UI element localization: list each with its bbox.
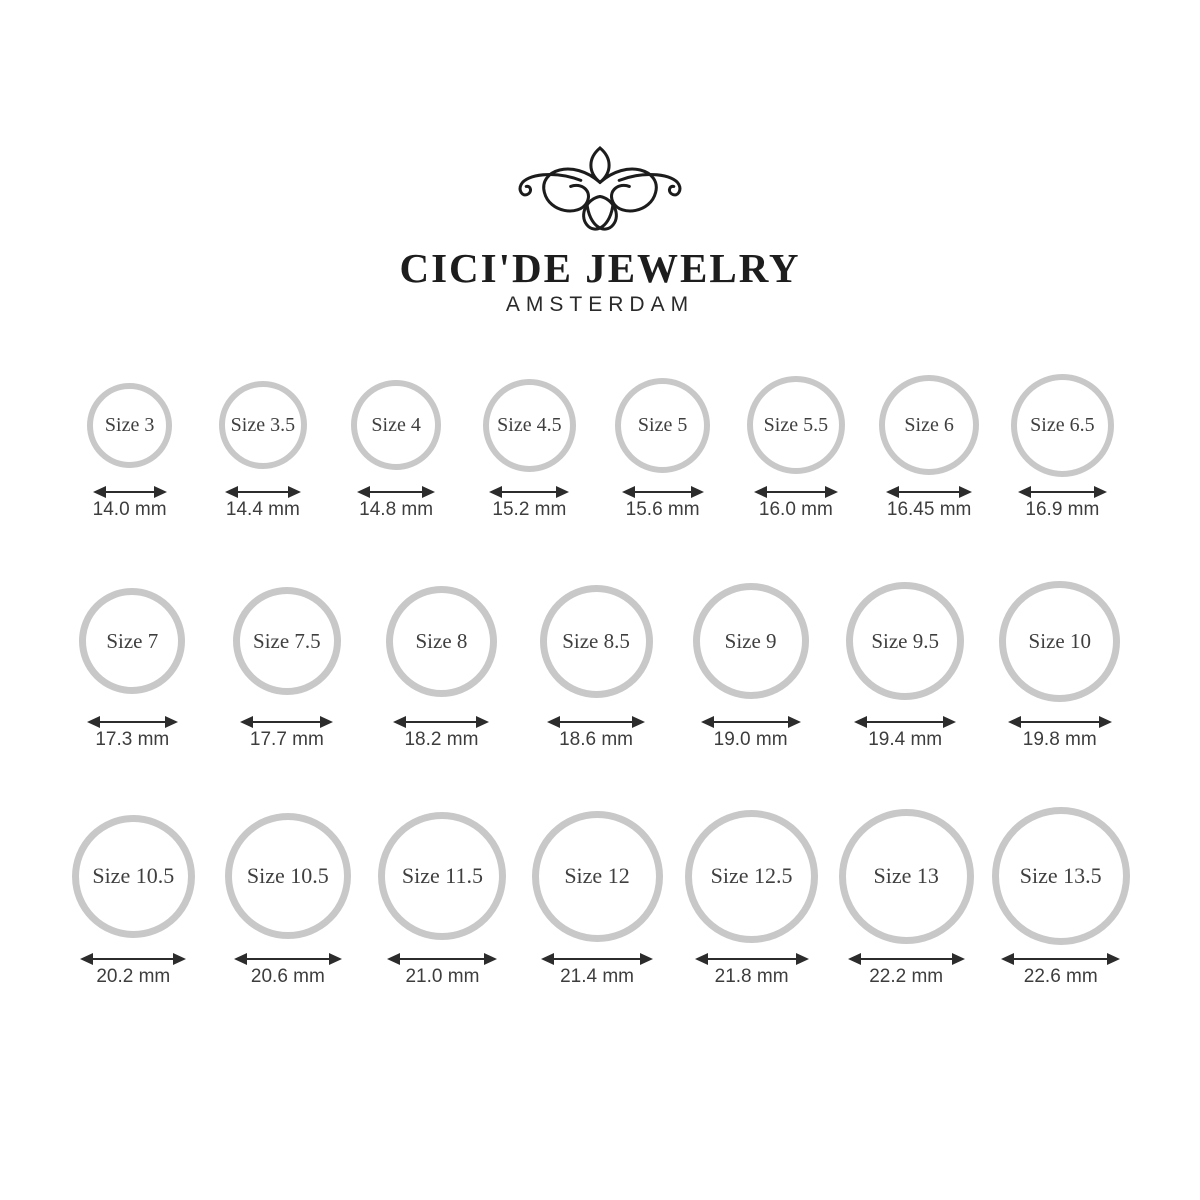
diameter-arrow-icon xyxy=(854,716,956,728)
ring-circle xyxy=(79,588,185,694)
diameter-label: 14.0 mm xyxy=(92,499,167,520)
ring-area xyxy=(693,578,809,704)
arrow-right-head xyxy=(173,953,186,965)
ring-row-3 xyxy=(56,805,1138,988)
brand-subtitle: AMSTERDAM xyxy=(505,293,695,316)
arrow-right-head xyxy=(952,953,965,965)
ring-cell xyxy=(596,372,729,521)
diameter-label: 18.2 mm xyxy=(404,729,479,750)
diameter-arrow-icon xyxy=(357,486,435,498)
ring-row-2 xyxy=(55,578,1137,751)
ring-area xyxy=(72,805,195,947)
ring-size-label: Size 3.5 xyxy=(230,413,296,436)
ring-circle xyxy=(879,375,979,475)
diameter-arrow-icon xyxy=(87,716,178,728)
ring-circle xyxy=(233,587,341,695)
diameter-arrow-icon xyxy=(393,716,489,728)
arrow-shaft xyxy=(390,958,494,960)
ring-cell xyxy=(210,578,365,751)
arrow-shaft xyxy=(857,721,953,723)
ring-size-label: Size 5.5 xyxy=(763,413,829,436)
ring-cell xyxy=(729,372,862,521)
ring-area xyxy=(532,805,663,947)
arrow-shaft xyxy=(757,491,835,493)
ring-circle xyxy=(992,807,1130,945)
arrow-shaft xyxy=(1004,958,1117,960)
ring-circle xyxy=(225,813,351,939)
calligraphic-flourish-icon xyxy=(514,146,686,240)
ring-cell xyxy=(519,578,674,751)
ring-area xyxy=(846,578,964,704)
ring-size-label: Size 12.5 xyxy=(710,863,793,888)
diameter-label: 19.0 mm xyxy=(713,729,788,750)
diameter-arrow-icon xyxy=(701,716,801,728)
ring-circle xyxy=(693,583,809,699)
ring-cell xyxy=(330,372,463,521)
ring-area xyxy=(615,372,710,478)
ring-circle xyxy=(747,376,845,474)
diameter-label: 14.4 mm xyxy=(225,499,300,520)
ring-cell xyxy=(982,578,1137,751)
ring-size-label: Size 6.5 xyxy=(1030,413,1095,436)
ring-size-label: Size 9 xyxy=(724,628,777,653)
ring-area xyxy=(87,372,172,478)
arrow-right-head xyxy=(632,716,645,728)
ring-circle xyxy=(386,586,497,697)
arrow-shaft xyxy=(625,491,701,493)
diameter-label: 15.6 mm xyxy=(625,499,700,520)
ring-area xyxy=(79,578,185,704)
ring-circle xyxy=(72,815,195,938)
diameter-label: 19.8 mm xyxy=(1022,729,1097,750)
diameter-arrow-icon xyxy=(848,953,965,965)
diameter-arrow-icon xyxy=(80,953,186,965)
diameter-label: 18.6 mm xyxy=(559,729,633,750)
ring-circle xyxy=(540,585,653,698)
ring-size-label: Size 4 xyxy=(371,413,421,436)
ring-circle xyxy=(351,380,441,470)
ring-cell xyxy=(365,805,520,988)
ring-size-label: Size 10.5 xyxy=(246,863,329,888)
ring-circle xyxy=(219,381,307,469)
diameter-label: 16.9 mm xyxy=(1025,499,1100,520)
arrow-shaft xyxy=(889,491,969,493)
ring-area xyxy=(225,805,351,947)
ring-cell xyxy=(674,805,829,988)
ring-size-label: Size 10 xyxy=(1028,628,1091,653)
arrow-shaft xyxy=(704,721,798,723)
diameter-arrow-icon xyxy=(240,716,333,728)
arrow-right-head xyxy=(476,716,489,728)
arrow-shaft xyxy=(492,491,566,493)
diameter-label: 22.6 mm xyxy=(1023,966,1098,987)
diameter-arrow-icon xyxy=(225,486,301,498)
ring-area xyxy=(685,805,818,947)
ring-cell xyxy=(996,372,1129,521)
ring-cell xyxy=(673,578,828,751)
diameter-label: 19.4 mm xyxy=(868,729,943,750)
diameter-arrow-icon xyxy=(541,953,653,965)
ring-cell xyxy=(829,805,984,988)
ring-area xyxy=(540,578,653,704)
ring-size-label: Size 13.5 xyxy=(1019,863,1102,888)
arrow-right-head xyxy=(484,953,497,965)
diameter-label: 21.0 mm xyxy=(405,966,480,987)
diameter-arrow-icon xyxy=(1008,716,1112,728)
arrow-right-head xyxy=(796,953,809,965)
arrow-right-head xyxy=(640,953,653,965)
ring-size-label: Size 12 xyxy=(564,863,630,888)
ring-cell xyxy=(463,372,596,521)
diameter-label: 17.7 mm xyxy=(249,729,324,750)
arrow-right-head xyxy=(691,486,704,498)
ring-circle xyxy=(615,378,710,473)
ring-size-label: Size 9.5 xyxy=(871,628,939,653)
ring-size-label: Size 11.5 xyxy=(401,863,483,888)
ring-area xyxy=(233,578,341,704)
arrow-right-head xyxy=(1099,716,1112,728)
ring-area xyxy=(839,805,974,947)
arrow-shaft xyxy=(237,958,339,960)
diameter-label: 22.2 mm xyxy=(869,966,944,987)
ring-area xyxy=(483,372,576,478)
diameter-arrow-icon xyxy=(489,486,569,498)
ring-area xyxy=(747,372,845,478)
ring-area xyxy=(386,578,497,704)
ring-circle xyxy=(1011,374,1114,477)
arrow-right-head xyxy=(943,716,956,728)
ring-area xyxy=(879,372,979,478)
arrow-shaft xyxy=(90,721,175,723)
ring-size-label: Size 8 xyxy=(415,628,468,653)
ring-size-label: Size 7 xyxy=(106,628,159,653)
diameter-arrow-icon xyxy=(754,486,838,498)
arrow-right-head xyxy=(329,953,342,965)
ring-circle xyxy=(846,582,964,700)
brand-header xyxy=(0,146,1200,317)
diameter-arrow-icon xyxy=(547,716,645,728)
diameter-arrow-icon xyxy=(886,486,972,498)
diameter-arrow-icon xyxy=(1001,953,1120,965)
ring-area xyxy=(219,372,307,478)
diameter-label: 20.6 mm xyxy=(250,966,325,987)
ring-size-label: Size 8.5 xyxy=(562,628,630,653)
ring-size-label: Size 3 xyxy=(104,413,155,436)
ring-cell xyxy=(863,372,996,521)
arrow-shaft xyxy=(544,958,650,960)
ring-row-1 xyxy=(63,372,1129,521)
ring-size-label: Size 5 xyxy=(637,413,688,436)
arrow-shaft xyxy=(550,721,642,723)
arrow-shaft xyxy=(243,721,330,723)
diameter-label: 20.2 mm xyxy=(96,966,171,987)
arrow-shaft xyxy=(396,721,486,723)
arrow-right-head xyxy=(788,716,801,728)
ring-circle xyxy=(999,581,1120,702)
arrow-right-head xyxy=(825,486,838,498)
ring-circle xyxy=(839,809,974,944)
ring-circle xyxy=(87,383,172,468)
diameter-arrow-icon xyxy=(695,953,809,965)
ring-size-label: Size 10.5 xyxy=(92,863,175,888)
arrow-right-head xyxy=(320,716,333,728)
arrow-right-head xyxy=(1094,486,1107,498)
ring-circle xyxy=(532,811,663,942)
arrow-shaft xyxy=(698,958,806,960)
ring-circle xyxy=(685,810,818,943)
ring-size-label: Size 6 xyxy=(904,413,954,436)
arrow-right-head xyxy=(422,486,435,498)
diameter-label: 17.3 mm xyxy=(95,729,170,750)
arrow-right-head xyxy=(959,486,972,498)
ring-area xyxy=(378,805,506,947)
diameter-label: 21.4 mm xyxy=(560,966,634,987)
ring-size-label: Size 7.5 xyxy=(253,628,321,653)
ring-size-label: Size 13 xyxy=(873,863,939,888)
arrow-right-head xyxy=(154,486,167,498)
diameter-label: 16.0 mm xyxy=(758,499,833,520)
ring-area xyxy=(992,805,1130,947)
diameter-label: 15.2 mm xyxy=(492,499,567,520)
ring-cell xyxy=(828,578,983,751)
arrow-right-head xyxy=(165,716,178,728)
ring-cell xyxy=(55,578,210,751)
ring-cell xyxy=(364,578,519,751)
ring-area xyxy=(1011,372,1114,478)
diameter-arrow-icon xyxy=(622,486,704,498)
diameter-label: 16.45 mm xyxy=(886,499,972,520)
ring-cell xyxy=(196,372,329,521)
diameter-label: 21.8 mm xyxy=(714,966,789,987)
diameter-arrow-icon xyxy=(387,953,497,965)
arrow-shaft xyxy=(1011,721,1109,723)
arrow-shaft xyxy=(1021,491,1104,493)
ring-cell xyxy=(983,805,1138,988)
ring-size-label: Size 4.5 xyxy=(497,413,562,436)
diameter-arrow-icon xyxy=(1018,486,1107,498)
ring-circle xyxy=(483,379,576,472)
arrow-right-head xyxy=(1107,953,1120,965)
ring-area xyxy=(999,578,1120,704)
diameter-label: 14.8 mm xyxy=(359,499,434,520)
ring-cell xyxy=(211,805,366,988)
ring-cell xyxy=(520,805,675,988)
arrow-right-head xyxy=(288,486,301,498)
diameter-arrow-icon xyxy=(234,953,342,965)
arrow-shaft xyxy=(83,958,183,960)
ring-cell xyxy=(56,805,211,988)
brand-name: CICI'DE JEWELRY xyxy=(399,245,801,291)
ring-circle xyxy=(378,812,506,940)
ring-area xyxy=(351,372,441,478)
diameter-arrow-icon xyxy=(93,486,167,498)
arrow-shaft xyxy=(851,958,962,960)
arrow-right-head xyxy=(556,486,569,498)
ring-cell xyxy=(63,372,196,521)
